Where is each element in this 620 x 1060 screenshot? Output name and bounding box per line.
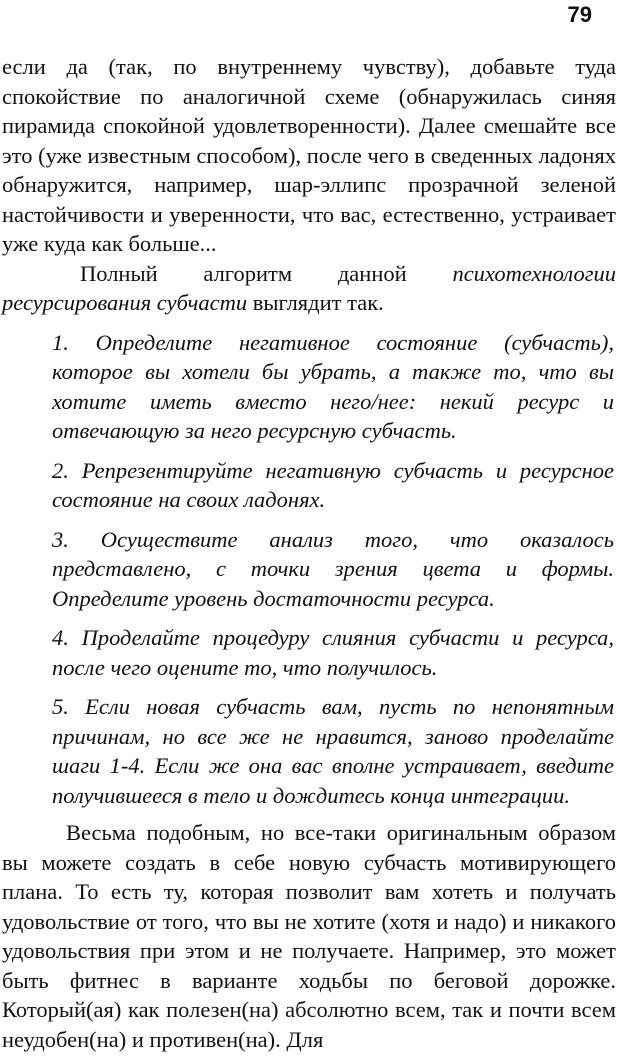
paragraph-continuation: если да (так, по внутреннему чувству), добавьте туда спокойствие по аналогичной схеме (обнаружилась синяя пирамида спокойной удовлетворенности). Далее смешайте все это (уже известным способом), после чего в сведенных ладонях обнаружится, например, шар-эллипс прозрачной зеленой настойчивости и уверенности, что вас, естественно, устраивает уже куда как больше...: [2, 54, 616, 256]
paragraph-motivation: Весьма подобным, но все-таки оригинальным образом вы можете создать в себе новую субчасть мотивирующего плана. То есть ту, которая позволит вам хотеть и получать удовольствие от того, что вы не хотите (хотя и надо) и никакого удовольствия при этом и не получаете. Например, это может быть фитнес в варианте ходьбы по беговой дорожке. Который(ая) как полезен(на) абсолютно всем, так и почти всем неудобен(на) и противен(на). Для: [2, 820, 616, 1052]
algorithm-step-1: 1. Определите негативное состояние (субчасть), которое вы хотели бы убрать, а также то, что вы хотите иметь вместо него/нее: некий ресурс и отвечающую за него ресурсную субчасть.: [52, 329, 614, 443]
intro-text-start: Полный алгоритм данной: [80, 260, 453, 286]
algorithm-step-5: 5. Если новая субчасть вам, пусть по непонятным причинам, но все же не нравится, заново проделайте шаги 1-4. Если же она вас вполне устраивает, введите получившееся в тело и дождитесь конца интеграции.: [52, 694, 614, 808]
algorithm-step-3: 3. Осуществите анализ того, что оказалось представлено, с точки зрения цвета и формы. Определите уровень достаточности ресурса.: [52, 526, 614, 611]
algorithm-step-4: 4. Проделайте процедуру слияния субчасти и ресурса, после чего оцените то, что получилось.: [52, 625, 614, 680]
page-body: [2, 52, 616, 1054]
paragraph-algorithm-intro: [2, 259, 616, 318]
algorithm-step-2: 2. Репрезентируйте негативную субчасть и ресурсное состояние на своих ладонях.: [52, 457, 614, 512]
page-number: 79: [567, 2, 592, 27]
algorithm-steps: [52, 328, 614, 811]
intro-text-end: выглядит так.: [247, 290, 384, 315]
intro-text-term: психотехнологии ресурсирования субчасти: [2, 260, 616, 315]
